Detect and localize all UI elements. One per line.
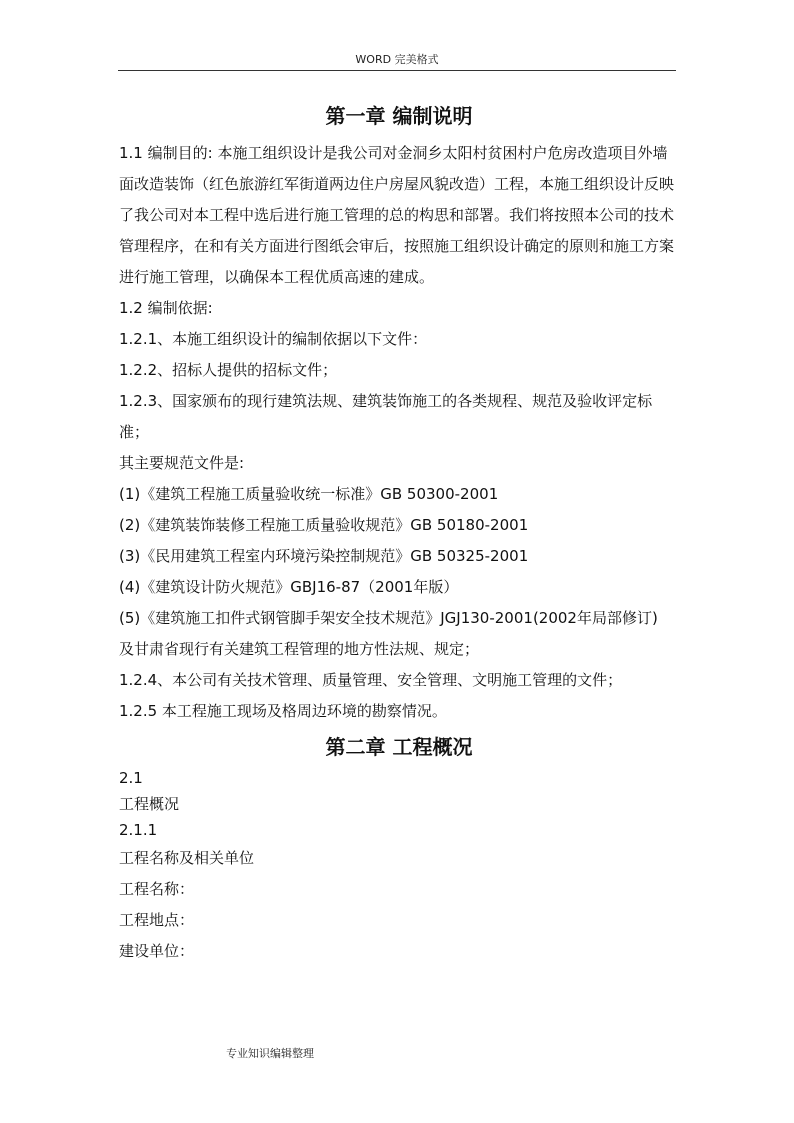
section-2-1-number: 2.1 <box>119 769 143 787</box>
spec-item: (2)《建筑装饰装修工程施工质量验收规范》GB 50180-2001 <box>119 516 529 534</box>
section-2-1-1-number: 2.1.1 <box>119 821 158 839</box>
local-regulations: 及甘肃省现行有关建筑工程管理的地方性法规、规定； <box>119 640 480 658</box>
spec-item: (1)《建筑工程施工质量验收统一标准》GB 50300-2001 <box>119 485 499 503</box>
project-location-label: 工程地点： <box>119 911 195 929</box>
spec-item: (4)《建筑设计防火规范》GBJ16-87（2001年版） <box>119 578 459 596</box>
page-header: WORD 完美格式 <box>355 53 439 66</box>
spec-item: (3)《民用建筑工程室内环境污染控制规范》GB 50325-2001 <box>119 547 529 565</box>
page-footer: 专业知识编辑整理 <box>226 1047 314 1060</box>
section-2-1-1-title: 工程名称及相关单位 <box>119 849 255 867</box>
specs-intro: 其主要规范文件是: <box>119 454 245 472</box>
section-1-1-paragraph: 1.1 编制目的: 本施工组织设计是我公司对金洞乡太阳村贫困村户危房改造项目外墙面改造装饰（红色旅游红军街道两边住户房屋风貌改造）工程，本施工组织设计反映了我公司对本工程中选后进行施工管理的总的构思和部署。我们将按照本公司的技术管理程序，在和有关方面进行图纸会审后，按照施工组织设计确定的原则和施工方案进行施工管理，以确保本工程优质高速的建成。 <box>119 144 675 286</box>
document-body <box>119 100 679 967</box>
spec-item: (5)《建筑施工扣件式钢管脚手架安全技术规范》JGJ130-2001(2002年局部修订) <box>119 609 658 627</box>
section-1-2-1: 1.2.1、本施工组织设计的编制依据以下文件： <box>119 330 428 348</box>
project-name-label: 工程名称： <box>119 880 195 898</box>
section-1-2-2: 1.2.2、招标人提供的招标文件； <box>119 361 338 379</box>
header-divider <box>118 70 676 71</box>
chapter-1-title: 第一章 编制说明 <box>325 104 473 128</box>
section-2-1-title: 工程概况 <box>119 795 180 813</box>
owner-unit-label: 建设单位： <box>119 942 195 960</box>
section-1-2-4: 1.2.4、本公司有关技术管理、质量管理、安全管理、文明施工管理的文件； <box>119 671 623 689</box>
section-1-2-heading: 1.2 编制依据: <box>119 299 213 317</box>
chapter-2-title: 第二章 工程概况 <box>325 735 473 759</box>
section-1-2-5: 1.2.5 本工程施工现场及格周边环境的勘察情况。 <box>119 702 447 720</box>
section-1-2-3: 1.2.3、国家颁布的现行建筑法规、建筑装饰施工的各类规程、规范及验收评定标准； <box>119 392 653 441</box>
